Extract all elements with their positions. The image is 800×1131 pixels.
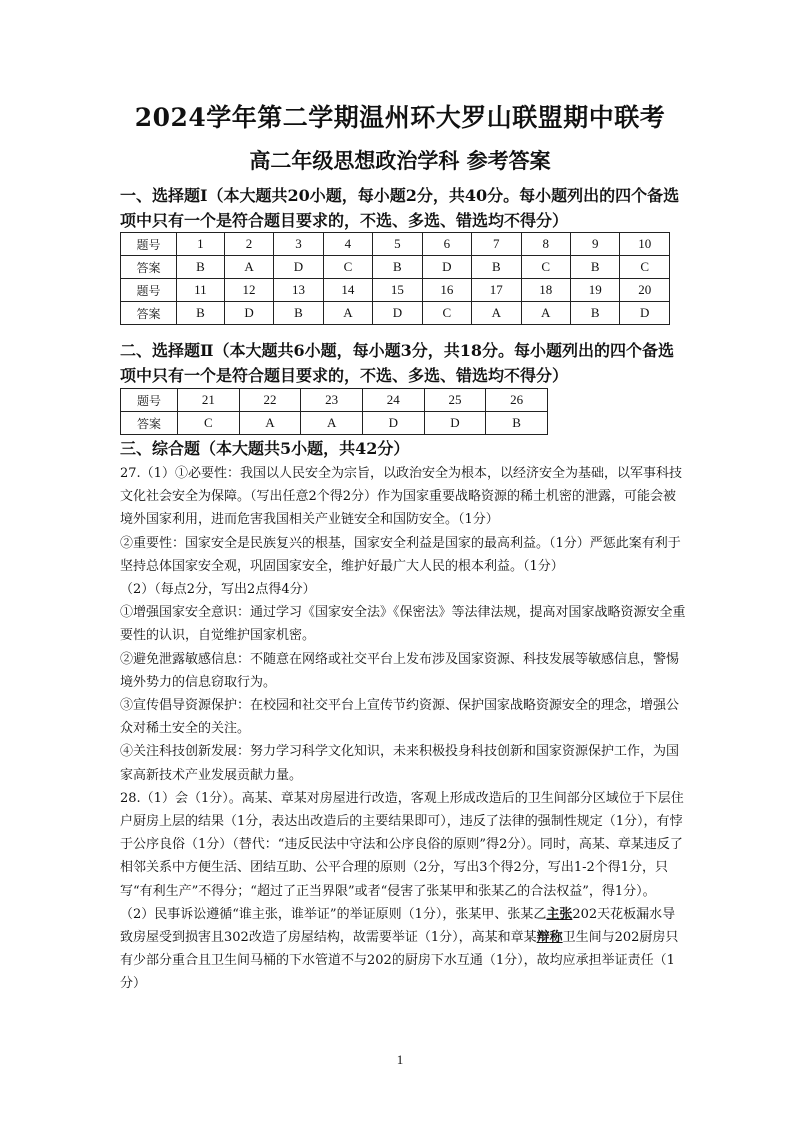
table-cell: 19 xyxy=(570,279,619,302)
table-cell: 26 xyxy=(486,389,548,412)
page-title: 2024学年第二学期温州环大罗山联盟期中联考 xyxy=(134,103,666,132)
table-cell: 7 xyxy=(472,233,521,256)
table-row xyxy=(121,412,548,435)
table-cell: B xyxy=(177,302,225,325)
table-cell: C xyxy=(323,256,372,279)
table-cell: D xyxy=(620,302,670,325)
table-cell: D xyxy=(274,256,323,279)
table-cell: D xyxy=(424,412,486,435)
table-row xyxy=(121,279,670,302)
table-cell: D xyxy=(362,412,424,435)
table-header-cell: 答案 xyxy=(121,256,177,279)
table-cell: C xyxy=(521,256,570,279)
table-cell: 14 xyxy=(323,279,372,302)
page-number: 1 xyxy=(396,1052,404,1067)
table-cell: A xyxy=(472,302,521,325)
table-row xyxy=(121,256,670,279)
table-cell: B xyxy=(472,256,521,279)
table-cell: 8 xyxy=(521,233,570,256)
table-cell: D xyxy=(224,302,273,325)
table-cell: 1 xyxy=(177,233,225,256)
table-cell: 6 xyxy=(422,233,471,256)
table-cell: 5 xyxy=(373,233,422,256)
table-cell: C xyxy=(178,412,240,435)
table-cell: 9 xyxy=(570,233,619,256)
table-cell: 21 xyxy=(178,389,240,412)
table-cell: A xyxy=(301,412,363,435)
table-cell: D xyxy=(422,256,471,279)
section1-heading: 一、选择题Ⅰ（本大题共20小题，每小题2分，共40分。每小题列出的四个备选项中只有一个是符合题目要求的，不选、多选、错选均不得分） xyxy=(120,186,680,230)
table-header-cell: 题号 xyxy=(121,389,178,412)
table-cell: 23 xyxy=(301,389,363,412)
q28-text: 202天花板漏水导致房屋受到损害且302改造了房屋结构，故需要举证（1分），高某和章某 xyxy=(120,906,676,946)
table-cell: B xyxy=(570,302,619,325)
table-cell: 4 xyxy=(323,233,372,256)
section3-heading: 三、综合题（本大题共5小题，共42分） xyxy=(120,439,410,458)
table-cell: B xyxy=(570,256,619,279)
table-cell: C xyxy=(422,302,471,325)
table-row xyxy=(121,389,548,412)
table-cell: C xyxy=(620,256,670,279)
q28-text: （2）民事诉讼遵循“谁主张，谁举证”的举证原则（1分），张某甲、张某乙 xyxy=(120,906,547,922)
underlined-term: 主张 xyxy=(546,906,573,922)
underlined-term: 辩称 xyxy=(536,930,563,946)
table-cell: 18 xyxy=(521,279,570,302)
table-cell: 2 xyxy=(224,233,273,256)
page-subtitle: 高二年级思想政治学科 参考答案 xyxy=(249,148,551,173)
table-header-cell: 答案 xyxy=(121,302,177,325)
table-cell: 25 xyxy=(424,389,486,412)
table-cell: 11 xyxy=(177,279,225,302)
table-cell: 10 xyxy=(620,233,670,256)
table-cell: A xyxy=(521,302,570,325)
table-cell: B xyxy=(373,256,422,279)
answer-body xyxy=(120,462,686,996)
table-cell: 15 xyxy=(373,279,422,302)
table-cell: B xyxy=(177,256,225,279)
q27-paragraph: ④关注科技创新发展：努力学习科学文化知识，未来积极投身科技创新和国家资源保护工作，为国家高新技术产业发展贡献力量。 xyxy=(120,744,680,783)
table-cell: 20 xyxy=(620,279,670,302)
table-cell: B xyxy=(486,412,548,435)
table-row xyxy=(121,233,670,256)
table-header-cell: 题号 xyxy=(121,233,177,256)
q27-paragraph: ②避免泄露敏感信息：不随意在网络或社交平台上发布涉及国家资源、科技发展等敏感信息，警惕境外势力的信息窃取行为。 xyxy=(120,651,680,690)
table-cell: A xyxy=(239,412,301,435)
table-cell: 16 xyxy=(422,279,471,302)
q27-paragraph: ①增强国家安全意识：通过学习《国家安全法》《保密法》等法律法规，提高对国家战略资源安全重要性的认识，自觉维护国家机密。 xyxy=(120,605,686,644)
answer-table-1 xyxy=(120,232,670,325)
q27-paragraph: 27.（1）①必要性：我国以人民安全为宗旨，以政治安全为根本，以经济安全为基础，以军事科技文化社会安全为保障。（写出任意2个得2分）作为国家重要战略资源的稀土机密的泄露，可能会被境外国家利用，进而危害我国相关产业链安全和国防安全。（1分） xyxy=(120,466,682,528)
q28-paragraph: 28.（1）会（1分）。高某、章某对房屋进行改造，客观上形成改造后的卫生间部分区域位于下层住户厨房上层的结果（1分，表达出改造后的主要结果即可），违反了法律的强制性规定（1分），有悖于公序良俗（1分）（替代：“违反民法中守法和公序良俗的原则”得2分）。同时，高某、章某违反了相邻关系中方便生活、团结互助、公平合理的原则（2分，写出3个得2分，写出1-2个得1分，只写“有利生产”不得分；“超过了正当界限”或者“侵害了张某甲和张某乙的合法权益”，得1分）。 xyxy=(120,790,684,899)
table-header-cell: 题号 xyxy=(121,279,177,302)
table-cell: 24 xyxy=(362,389,424,412)
section2-heading: 二、选择题Ⅱ（本大题共6小题，每小题3分，共18分。每小题列出的四个备选项中只有一个是符合题目要求的，不选、多选、错选均不得分） xyxy=(120,341,675,385)
table-cell: 13 xyxy=(274,279,323,302)
table-cell: D xyxy=(373,302,422,325)
q27-paragraph: ③宣传倡导资源保护：在校园和社交平台上宣传节约资源、保护国家战略资源安全的理念，增强公众对稀土安全的关注。 xyxy=(120,698,680,737)
q27-paragraph: ②重要性：国家安全是民族复兴的根基，国家安全利益是国家的最高利益。（1分）严惩此案有利于坚持总体国家安全观，巩固国家安全，维护好最广大人民的根本利益。（1分） xyxy=(120,535,681,574)
table-row xyxy=(121,302,670,325)
table-cell: 22 xyxy=(239,389,301,412)
table-cell: A xyxy=(323,302,372,325)
q28-paragraph xyxy=(120,903,686,996)
table-cell: B xyxy=(274,302,323,325)
answer-table-2 xyxy=(120,388,548,435)
table-cell: 12 xyxy=(224,279,273,302)
table-cell: 3 xyxy=(274,233,323,256)
q27-paragraph: （2）（每点2分，写出2点得4分） xyxy=(120,582,316,598)
table-cell: 17 xyxy=(472,279,521,302)
table-header-cell: 答案 xyxy=(121,412,178,435)
q28-text: 卫生间与202厨房只有少部分重合且卫生间马桶的下水管道不与202的厨房下水互通（1分），故均应承担举证责任（1分） xyxy=(120,930,679,992)
table-cell: A xyxy=(224,256,273,279)
